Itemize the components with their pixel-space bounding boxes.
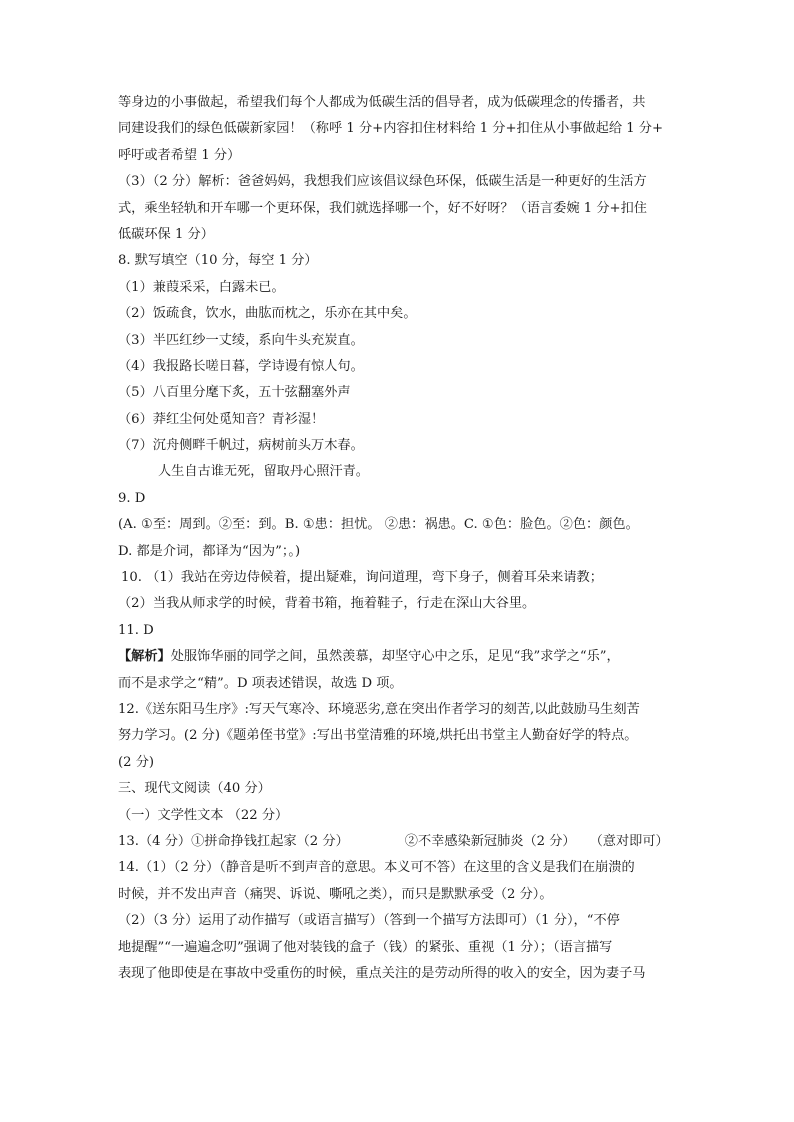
text-line: 同建设我们的绿色低碳新家园！（称呼 1 分+内容扣住材料给 1 分+扣住从小事做起给 1 分+ xyxy=(118,121,664,137)
text-line: （2）饭疏食，饮水，曲肱而枕之，乐亦在其中矣。 xyxy=(118,306,417,322)
text-line: 努力学习。(2 分)《题弟侄书堂》:写出书堂清雅的环境,烘托出书堂主人勤奋好学的特点。 xyxy=(118,728,638,744)
text-line: 表现了他即使是在事故中受重伤的时候，重点关注的是劳动所得的收入的安全，因为妻子马 xyxy=(118,965,646,981)
text-line: （5）八百里分麾下炙，五十弦翻塞外声 xyxy=(118,385,351,401)
answer-note: （意对即可） xyxy=(589,833,669,849)
analysis-text: 处服饰华丽的同学之间，虽然羡慕，却坚守心中之乐，足见“我”求学之“乐”， xyxy=(170,649,620,665)
text-line: 呼吁或者希望 1 分） xyxy=(118,147,241,163)
text-line: 14.（1）（2 分）（静音是听不到声音的意思。本义可不答）在这里的含义是我们在崩溃的 xyxy=(118,860,635,876)
text-line: （7）沉舟侧畔千帆过，病树前头万木春。 xyxy=(118,438,364,454)
text-line: 等身边的小事做起，希望我们每个人都成为低碳生活的倡导者，成为低碳理念的传播者，共 xyxy=(118,95,646,110)
text-line: 低碳环保 1 分） xyxy=(118,226,214,242)
text-line: (2 分) xyxy=(118,754,155,770)
answer-part-2: ②不幸感染新冠肺炎（2 分） xyxy=(404,833,576,849)
analysis-tag: 【解析】 xyxy=(118,649,171,665)
question-answer: 9. D xyxy=(118,490,146,506)
section-heading: 三、现代文阅读（40 分） xyxy=(118,781,271,797)
text-line: (A. ①至：周到。②至：到。B. ①患：担忧。 ②患：祸患。C. ①色：脸色。②色：颜色。 xyxy=(118,517,639,533)
question-heading: 8. 默写填空（10 分，每空 1 分） xyxy=(118,253,318,269)
text-line: （2）（3 分）运用了动作描写（或语言描写）（答到一个描写方法即可）（1 分），“不停 xyxy=(118,913,620,929)
text-line: D. 都是介词，都译为“因为”；。) xyxy=(118,543,301,559)
question-answer: 11. D xyxy=(118,622,154,638)
text-line: 人生自古谁无死，留取丹心照汗青。 xyxy=(158,464,369,480)
subsection-heading: （一）文学性文本 （22 分） xyxy=(118,807,289,823)
text-line: 地提醒”“一遍遍念叨”强调了他对装钱的盒子（钱）的紧张、重视（1 分）；（语言描写 xyxy=(118,939,613,955)
text-line: （6）莽红尘何处觅知音？青衫湿！ xyxy=(118,411,325,427)
analysis-line xyxy=(118,644,678,670)
answer-part-1: 13.（4 分）①拼命挣钱扛起家（2 分） xyxy=(118,833,349,849)
text-line xyxy=(118,829,678,855)
text-line: 而不是求学之“精”。D 项表述错误，故选 D 项。 xyxy=(118,675,403,691)
text-line: （3）半匹红纱一丈绫，系向牛头充炭直。 xyxy=(118,332,364,348)
text-line: 时候，并不发出声音（痛哭、诉说、嘶吼之类），而只是默默承受（2 分）。 xyxy=(118,886,553,902)
text-line: 12.《送东阳马生序》:写天气寒冷、环境恶劣,意在突出作者学习的刻苦,以此鼓励马生刻苦 xyxy=(118,701,640,717)
text-line: （2）当我从师求学的时候，背着书箱，拖着鞋子，行走在深山大谷里。 xyxy=(118,596,536,612)
text-line: （1）兼葭采采，白露未已。 xyxy=(118,279,285,295)
text-line: 式，乘坐轻轨和开车哪一个更环保，我们就选择哪一个，好不好呀？（语言委婉 1 分+扣住 xyxy=(118,200,647,216)
text-line: （3）（2 分）解析：爸爸妈妈，我想我们应该倡议绿色环保，低碳生活是一种更好的生活方 xyxy=(118,174,647,190)
text-line: 10. （1）我站在旁边侍候着，提出疑难，询问道理，弯下身子，侧着耳朵来请教； xyxy=(121,570,603,586)
document-page xyxy=(118,90,678,987)
text-line: （4）我报路长嗟日暮，学诗谩有惊人句。 xyxy=(118,358,364,374)
